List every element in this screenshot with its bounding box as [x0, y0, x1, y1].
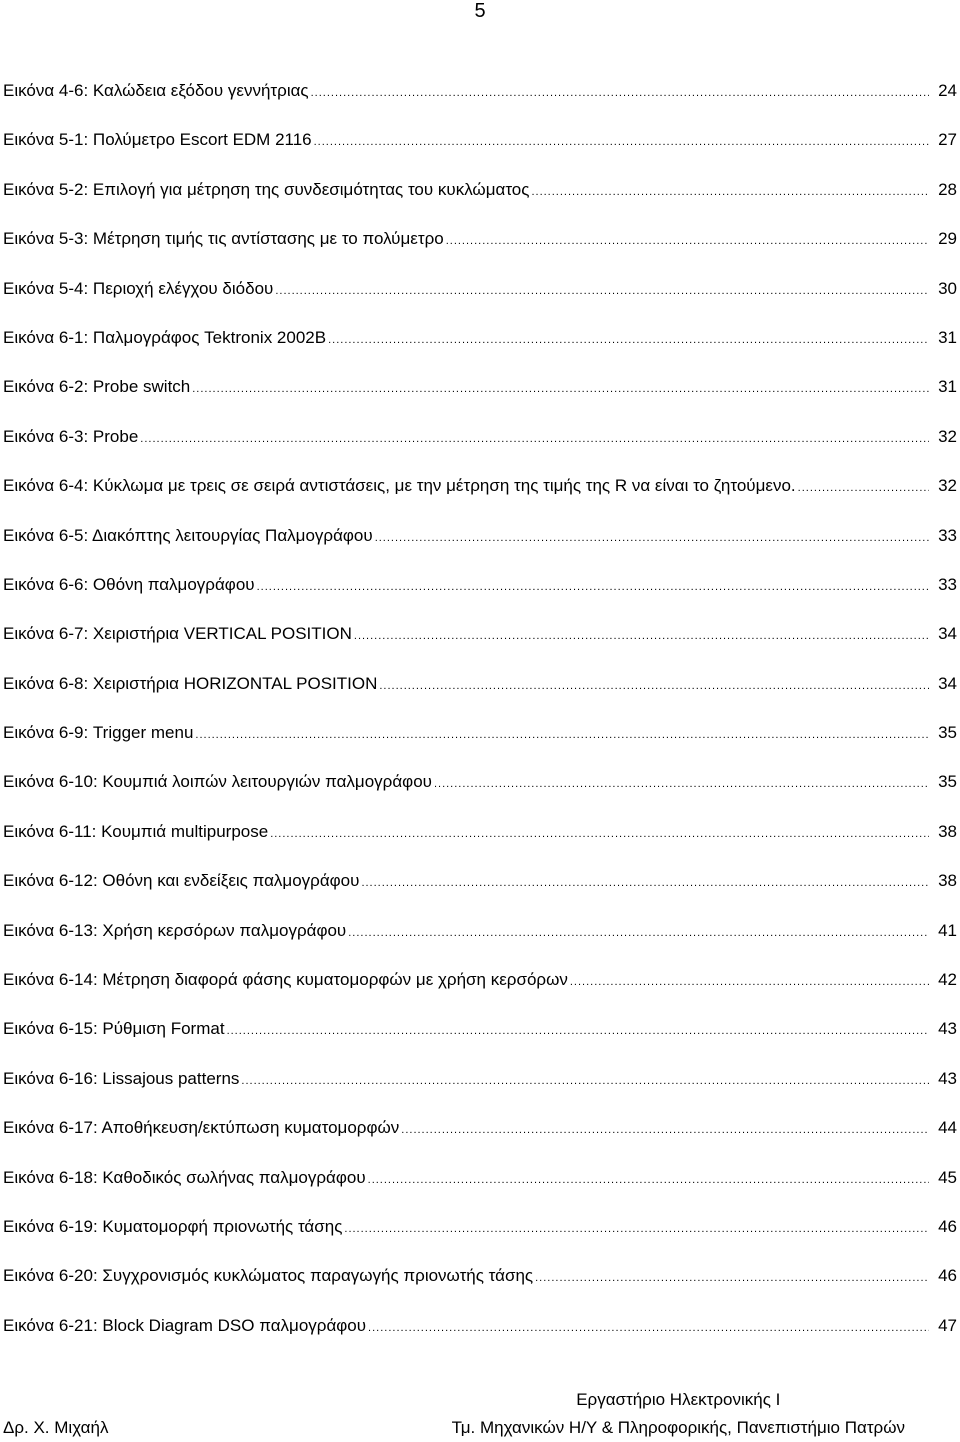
toc-entry-title: Εικόνα 6-4: Κύκλωμα με τρεις σε σειρά αντιστάσεις, με την μέτρηση της τιμής της R να είναι το ζητούμενο.	[3, 476, 796, 496]
toc-dot-leader	[354, 630, 929, 642]
toc-entry[interactable]	[3, 80, 960, 129]
toc-entry[interactable]	[3, 426, 960, 475]
toc-entry-title: Εικόνα 6-2: Probe switch	[3, 377, 191, 397]
footer-department: Τμ. Μηχανικών Η/Υ & Πληροφορικής, Πανεπιστήμιο Πατρών	[451, 1418, 905, 1437]
toc-entry-title: Εικόνα 5-1: Πολύμετρο Escort EDM 2116	[3, 130, 312, 150]
toc-entry-title: Εικόνα 6-21: Block Diagram DSO παλμογράφου	[3, 1315, 367, 1335]
toc-dot-leader	[241, 1075, 929, 1087]
toc-entry-page: 32	[938, 426, 957, 446]
toc-entry[interactable]	[3, 920, 960, 969]
toc-entry[interactable]	[3, 525, 960, 574]
toc-entry-title: Εικόνα 6-8: Χειριστήρια HORIZONTAL POSITION	[3, 673, 378, 693]
footer-lab-title: Εργαστήριο Ηλεκτρονικής Ι	[576, 1390, 781, 1409]
toc-entry-page: 35	[938, 723, 957, 743]
toc-entry-page: 43	[938, 1019, 957, 1039]
toc-entry-title: Εικόνα 5-4: Περιοχή ελέγχου διόδου	[3, 278, 274, 298]
toc-entry-title: Εικόνα 6-13: Χρήση κερσόρων παλμογράφου	[3, 920, 347, 940]
toc-entry[interactable]	[3, 475, 960, 524]
toc-entry[interactable]	[3, 278, 960, 327]
toc-entry[interactable]	[3, 623, 960, 672]
toc-entry-title: Εικόνα 6-20: Συγχρονισμός κυκλώματος παραγωγής πριονωτής τάσης	[3, 1266, 534, 1286]
toc-entry-title: Εικόνα 6-17: Αποθήκευση/εκτύπωση κυματομορφών	[3, 1118, 400, 1138]
toc-entry[interactable]	[3, 376, 960, 425]
toc-entry[interactable]	[3, 1315, 960, 1364]
toc-entry-title: Εικόνα 6-10: Κουμπιά λοιπών λειτουργιών παλμογράφου	[3, 772, 432, 792]
toc-entry-page: 30	[938, 278, 957, 298]
toc-dot-leader	[314, 136, 929, 148]
toc-entry-page: 29	[938, 229, 957, 249]
toc-dot-leader	[531, 186, 929, 198]
toc-entry-page: 42	[938, 970, 957, 990]
toc-dot-leader	[798, 482, 929, 494]
toc-entry-page: 31	[938, 327, 957, 347]
toc-dot-leader	[257, 581, 929, 593]
toc-entry[interactable]	[3, 969, 960, 1018]
toc-entry[interactable]	[3, 1117, 960, 1166]
toc-dot-leader	[375, 532, 929, 544]
toc-entry[interactable]	[3, 228, 960, 277]
toc-entry-title: Εικόνα 6-11: Κουμπιά multipurpose	[3, 821, 269, 841]
toc-dot-leader	[570, 976, 929, 988]
toc-entry-page: 41	[938, 920, 957, 940]
toc-dot-leader	[328, 334, 929, 346]
toc-dot-leader	[434, 778, 929, 790]
toc-entry-page: 33	[938, 525, 957, 545]
toc-entry-page: 28	[938, 179, 957, 199]
footer-author: Δρ. Χ. Μιχαήλ	[3, 1418, 109, 1437]
toc-entry[interactable]	[3, 821, 960, 870]
toc-entry-title: Εικόνα 6-5: Διακόπτης λειτουργίας Παλμογράφου	[3, 525, 373, 545]
toc-dot-leader	[361, 877, 929, 889]
toc-entry-page: 31	[938, 377, 957, 397]
toc-entry-page: 43	[938, 1068, 957, 1088]
toc-entry[interactable]	[3, 327, 960, 376]
toc-entry-page: 46	[938, 1216, 957, 1236]
toc-entry[interactable]	[3, 722, 960, 771]
toc-entry-page: 33	[938, 574, 957, 594]
toc-entry[interactable]	[3, 673, 960, 722]
page-number: 5	[474, 0, 486, 22]
toc-dot-leader	[275, 285, 929, 297]
toc-entry-page: 35	[938, 772, 957, 792]
toc-dot-leader	[348, 927, 929, 939]
toc-entry-page: 24	[938, 81, 957, 100]
toc-dot-leader	[270, 828, 929, 840]
toc-entry-page: 34	[938, 624, 957, 644]
toc-entry-title: Εικόνα 6-16: Lissajous patterns	[3, 1068, 240, 1088]
toc-dot-leader	[379, 680, 929, 692]
toc-entry-title: Εικόνα 6-12: Οθόνη και ενδείξεις παλμογράφου	[3, 871, 360, 891]
toc-entry-page: 34	[938, 673, 957, 693]
toc-entry-title: Εικόνα 6-7: Χειριστήρια VERTICAL POSITION	[3, 624, 352, 644]
toc-entry[interactable]	[3, 1068, 960, 1117]
toc-entry-title: Εικόνα 4-6: Καλώδεια εξόδου γεννήτριας	[3, 81, 309, 100]
toc-entry-title: Εικόνα 6-6: Οθόνη παλμογράφου	[3, 574, 255, 594]
toc-entry-page: 45	[938, 1167, 957, 1187]
toc-entry[interactable]	[3, 129, 960, 178]
toc-dot-leader	[195, 729, 929, 741]
toc-entry[interactable]	[3, 1018, 960, 1067]
toc-entry[interactable]	[3, 870, 960, 919]
toc-entry-page: 38	[938, 821, 957, 841]
toc-dot-leader	[192, 383, 929, 395]
toc-entry-title: Εικόνα 5-2: Επιλογή για μέτρηση της συνδεσιμότητας του κυκλώματος	[3, 179, 530, 199]
toc-entry-page: 27	[938, 130, 957, 150]
toc-dot-leader	[446, 235, 929, 247]
toc-entry-page: 44	[938, 1118, 957, 1138]
toc-entry[interactable]	[3, 1265, 960, 1314]
toc-entry[interactable]	[3, 179, 960, 228]
toc-entry-title: Εικόνα 5-3: Μέτρηση τιμής τις αντίστασης με το πολύμετρο	[3, 229, 444, 249]
toc-entry-title: Εικόνα 6-15: Ρύθμιση Format	[3, 1019, 225, 1039]
toc-entry-title: Εικόνα 6-18: Καθοδικός σωλήνας παλμογράφου	[3, 1167, 366, 1187]
toc-dot-leader	[311, 87, 929, 99]
footer-right	[452, 1386, 905, 1442]
toc-entry-title: Εικόνα 6-14: Μέτρηση διαφορά φάσης κυματομορφών με χρήση κερσόρων	[3, 970, 568, 990]
toc-dot-leader	[368, 1174, 929, 1186]
toc-entry[interactable]	[3, 1216, 960, 1265]
toc-dot-leader	[344, 1223, 929, 1235]
table-of-figures	[3, 80, 960, 1364]
toc-dot-leader	[140, 433, 929, 445]
toc-dot-leader	[401, 1124, 929, 1136]
toc-entry[interactable]	[3, 574, 960, 623]
toc-dot-leader	[227, 1025, 929, 1037]
toc-entry[interactable]	[3, 1167, 960, 1216]
toc-dot-leader	[535, 1272, 929, 1284]
toc-entry[interactable]	[3, 771, 960, 820]
toc-entry-title: Εικόνα 6-1: Παλμογράφος Tektronix 2002B	[3, 327, 327, 347]
toc-entry-page: 38	[938, 871, 957, 891]
toc-entry-title: Εικόνα 6-19: Κυματομορφή πριονωτής τάσης	[3, 1216, 343, 1236]
toc-entry-page: 46	[938, 1266, 957, 1286]
toc-dot-leader	[368, 1322, 929, 1334]
toc-entry-title: Εικόνα 6-3: Probe	[3, 426, 139, 446]
toc-entry-page: 32	[938, 476, 957, 496]
toc-entry-title: Εικόνα 6-9: Trigger menu	[3, 723, 194, 743]
toc-entry-page: 47	[938, 1315, 957, 1335]
